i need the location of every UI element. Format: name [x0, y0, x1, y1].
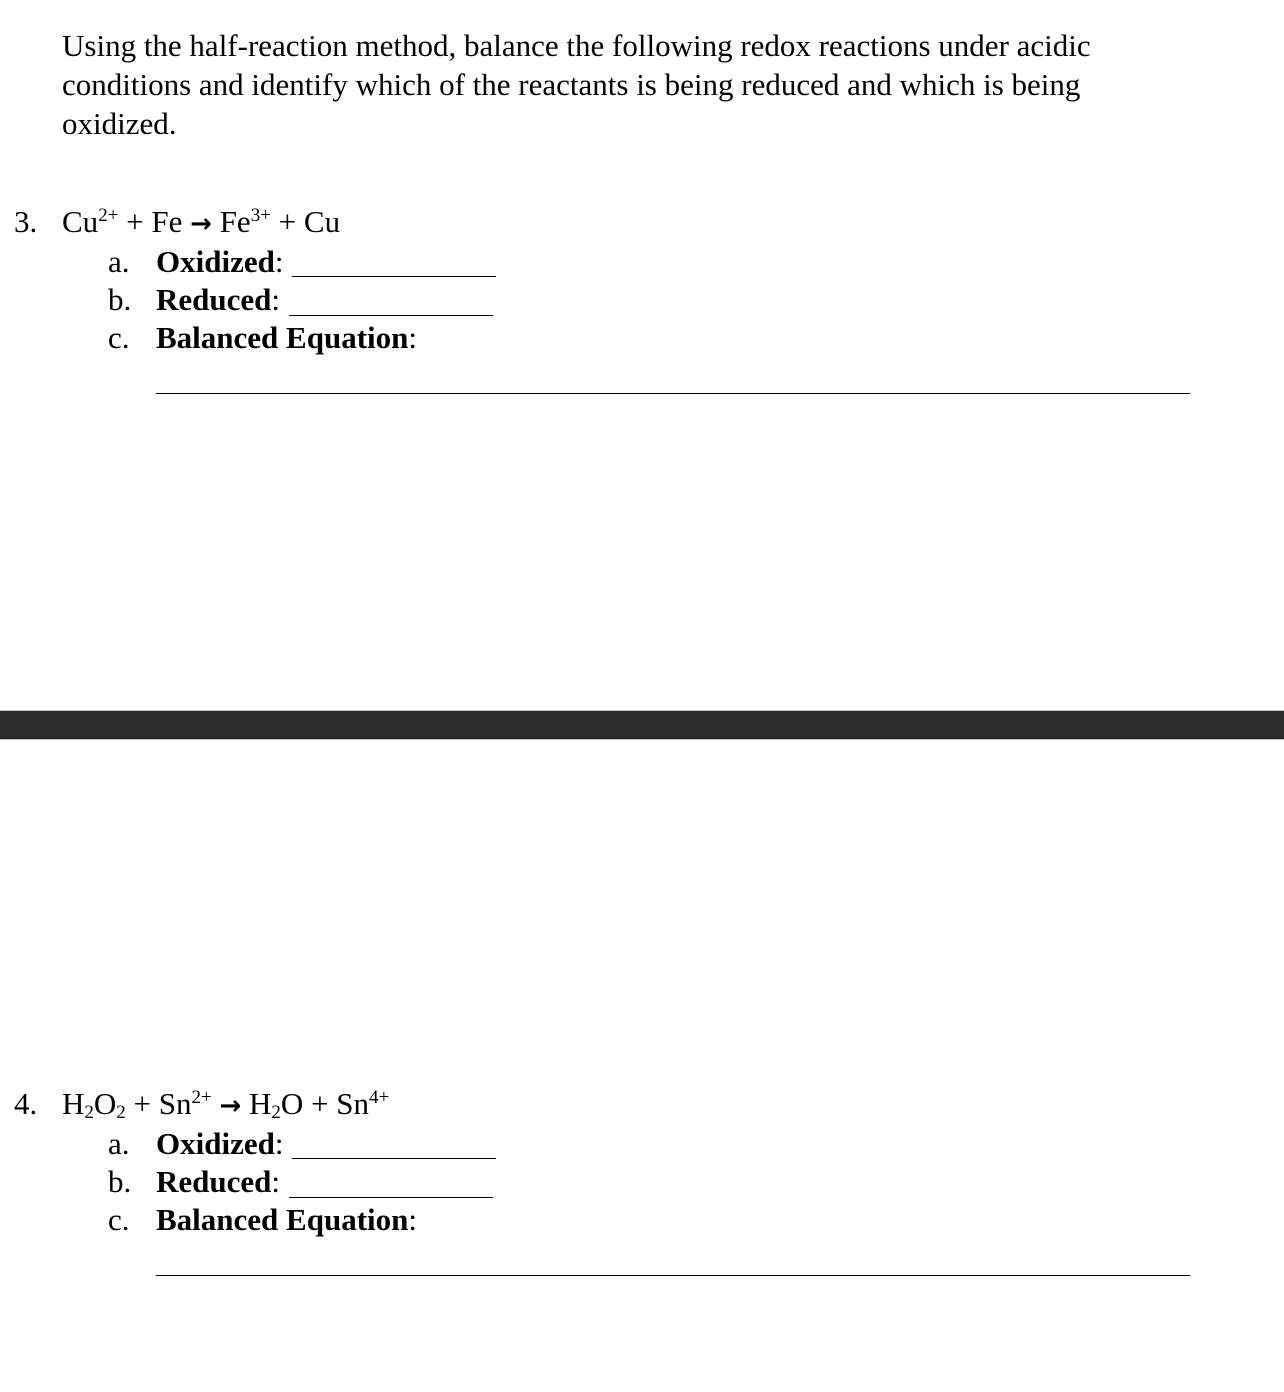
reduced-answer-blank[interactable] — [289, 315, 493, 316]
reduced-answer-blank[interactable] — [289, 1197, 493, 1198]
balanced-equation-answer-blank[interactable] — [156, 1275, 1190, 1276]
oxidized-label: Oxidized — [156, 244, 275, 279]
product-water: $H_2O$ — [249, 1086, 304, 1123]
reaction-equation: $Cu^{2+} + Fe \to Fe^{3+} + Cu$ — [62, 204, 341, 239]
question-number: 4. — [14, 1086, 38, 1121]
balanced-equation-answer-blank[interactable] — [156, 393, 1190, 394]
page-divider — [0, 710, 1284, 740]
oxidized-label: Oxidized — [156, 1126, 275, 1161]
product-iron-ion: $Fe^{3+}$ — [219, 204, 271, 239]
product-tin-ion: $Sn^{4+}$ — [336, 1086, 390, 1121]
reactant-copper-ion: $Cu^{2+}$ — [62, 204, 119, 239]
oxidized-answer-blank[interactable] — [292, 1158, 496, 1159]
reaction-equation: $H_2O_2 + Sn^{2+} \to H_2O + Sn^{4+}$ — [62, 1086, 390, 1123]
reduced-label: Reduced — [156, 282, 272, 317]
question-4: 4. $H_2O_2 + Sn^{2+} \to H_2O + Sn^{4+}$ a. Oxidized: b. Reduced: c. Balanced Equation: — [0, 1085, 1284, 1285]
reduced-label: Reduced — [156, 1164, 272, 1199]
reactant-hydrogen-peroxide: $H_2O_2$ — [62, 1086, 126, 1123]
balanced-equation-label: Balanced Equation — [156, 320, 409, 355]
product-copper: Cu — [303, 204, 341, 239]
oxidized-answer-blank[interactable] — [292, 276, 496, 277]
reactant-tin-ion: $Sn^{2+}$ — [158, 1086, 212, 1121]
question-number: 3. — [14, 204, 38, 239]
question-3: 3. $Cu^{2+} + Fe \to Fe^{3+} + Cu$ a. Oxidized: b. Reduced: c. Balanced Equation: — [0, 203, 1284, 403]
balanced-equation-label: Balanced Equation — [156, 1202, 409, 1237]
instructions-text: Using the half-reaction method, balance the following redox reactions under acidic conditions and identify which of the reactants is being reduced and which is being oxidized. — [62, 28, 1091, 141]
right-arrow-icon: → — [190, 209, 212, 239]
reactant-iron: Fe — [151, 204, 183, 239]
right-arrow-icon: → — [219, 1091, 242, 1121]
